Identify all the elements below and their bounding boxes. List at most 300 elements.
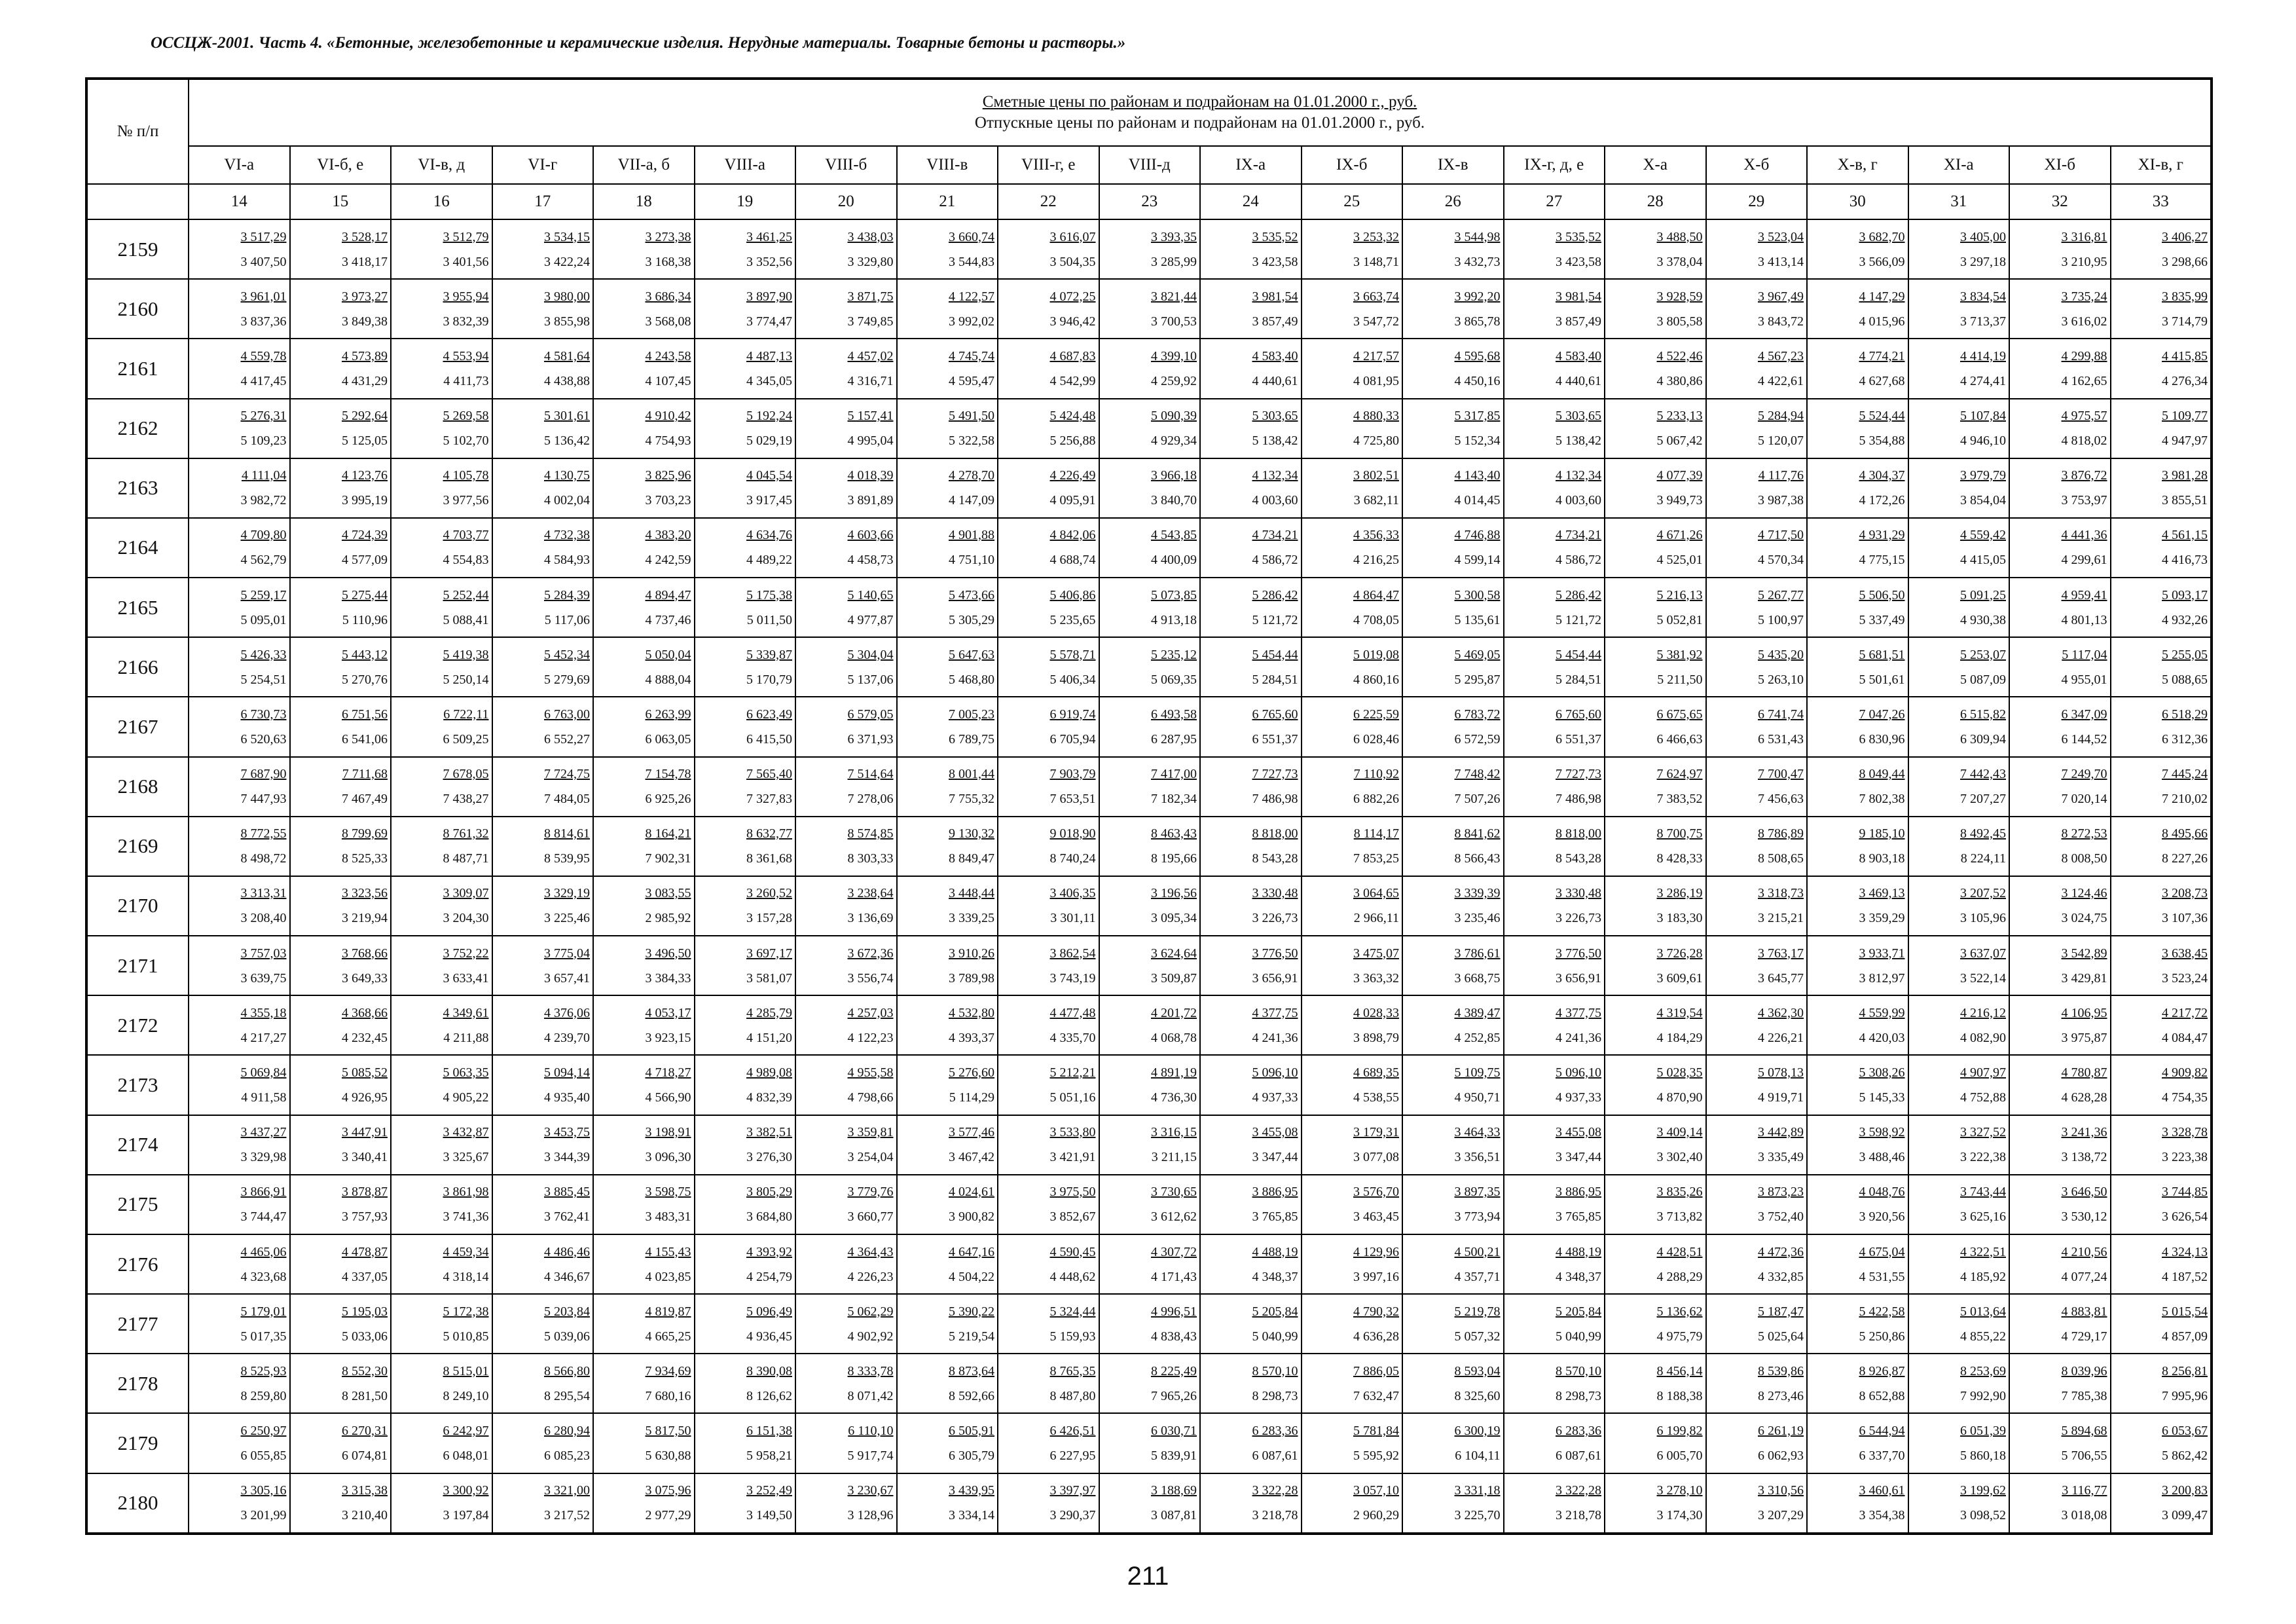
price-cell (1706, 757, 1808, 817)
estimate-price: 4 842,06 (1049, 528, 1096, 543)
estimate-price: 4 543,85 (1151, 528, 1197, 543)
price-cell (2111, 876, 2212, 936)
release-price: 4 725,80 (1353, 434, 1399, 449)
release-price: 3 107,36 (2162, 911, 2208, 926)
estimate-price: 4 226,49 (1049, 468, 1096, 483)
release-price: 3 334,14 (949, 1508, 994, 1523)
estimate-price: 3 672,36 (847, 946, 894, 961)
estimate-price: 4 595,68 (1454, 348, 1501, 363)
release-price: 6 287,95 (1151, 731, 1197, 747)
price-cell (795, 279, 897, 339)
region-header: IX-в (1402, 146, 1504, 184)
release-price: 3 087,81 (1151, 1508, 1197, 1523)
estimate-price: 3 660,74 (949, 229, 994, 244)
release-price: 5 279,69 (544, 672, 590, 687)
release-price: 5 117,06 (544, 612, 590, 627)
release-price: 4 870,90 (1656, 1090, 1703, 1105)
price-cell (998, 399, 1099, 458)
column-number: 27 (1504, 184, 1605, 219)
release-price: 6 531,43 (1758, 731, 1804, 747)
estimate-price: 3 464,33 (1454, 1125, 1501, 1140)
release-price: 8 903,18 (1859, 851, 1905, 866)
price-cell (695, 995, 796, 1055)
estimate-price: 4 377,75 (1556, 1005, 1601, 1020)
estimate-price: 4 687,83 (1049, 348, 1096, 363)
estimate-price: 3 331,18 (1454, 1483, 1501, 1498)
estimate-price: 4 457,02 (847, 348, 894, 363)
price-cell (897, 458, 998, 518)
release-price: 6 144,52 (2061, 731, 2107, 747)
release-price: 3 463,45 (1353, 1209, 1399, 1225)
price-cell (1302, 279, 1403, 339)
price-cell (1402, 339, 1504, 398)
release-price: 3 217,52 (544, 1508, 590, 1523)
estimate-price: 4 581,64 (544, 348, 590, 363)
release-price: 5 010,85 (443, 1329, 489, 1344)
row-number: 2163 (86, 458, 189, 518)
price-cell (290, 339, 392, 398)
price-cell (1302, 876, 1403, 936)
price-cell (2009, 637, 2111, 697)
estimate-price: 3 207,52 (1960, 886, 2006, 901)
price-cell (1807, 219, 1908, 279)
estimate-price: 7 445,24 (2162, 767, 2208, 782)
release-price: 8 539,95 (544, 851, 590, 866)
price-cell (189, 936, 290, 995)
price-cell (1504, 578, 1605, 637)
release-price: 3 765,85 (1252, 1209, 1298, 1225)
release-price: 5 322,58 (949, 434, 994, 449)
release-price: 8 652,88 (1859, 1388, 1905, 1403)
estimate-price: 5 175,38 (746, 587, 792, 602)
estimate-price: 4 299,88 (2061, 348, 2107, 363)
price-cell (897, 1234, 998, 1294)
estimate-price: 4 441,36 (2061, 528, 2107, 543)
price-cell (290, 1354, 392, 1413)
release-price: 5 088,41 (443, 612, 489, 627)
price-cell (391, 1354, 492, 1413)
price-cell (695, 339, 796, 398)
estimate-price: 6 919,74 (1049, 707, 1096, 722)
price-cell (1099, 1413, 1201, 1473)
price-cell (1706, 1413, 1808, 1473)
estimate-price: 3 876,72 (2061, 468, 2107, 483)
release-price: 7 992,90 (1960, 1388, 2006, 1403)
estimate-price: 8 495,66 (2162, 826, 2208, 841)
estimate-price: 5 187,47 (1758, 1304, 1804, 1319)
estimate-price: 6 242,97 (443, 1424, 489, 1439)
price-cell (1099, 1354, 1201, 1413)
column-number: 21 (897, 184, 998, 219)
row-number: 2173 (86, 1055, 189, 1115)
estimate-price: 3 886,95 (1556, 1185, 1601, 1200)
estimate-price: 5 426,33 (240, 647, 287, 662)
estimate-price: 8 761,32 (443, 826, 489, 841)
release-price: 3 987,38 (1758, 493, 1804, 508)
estimate-price: 6 151,38 (746, 1424, 792, 1439)
estimate-price: 3 776,50 (1252, 946, 1298, 961)
estimate-price: 4 583,40 (1252, 348, 1298, 363)
price-cell (1504, 817, 1605, 876)
release-price: 3 347,44 (1556, 1150, 1601, 1165)
release-price: 3 344,39 (544, 1150, 590, 1165)
release-price: 4 995,04 (847, 434, 894, 449)
estimate-price: 3 455,08 (1252, 1125, 1298, 1140)
caption-release-prices: Отпускные цены по районам и подрайонам на 01.01.2000 г., руб. (974, 114, 1425, 132)
release-price: 6 830,96 (1859, 731, 1905, 747)
price-cell (1605, 219, 1706, 279)
release-price: 8 126,62 (746, 1388, 792, 1403)
release-price: 3 753,97 (2061, 493, 2107, 508)
price-cell (795, 1294, 897, 1354)
release-price: 6 048,01 (443, 1449, 489, 1464)
release-price: 3 207,29 (1758, 1508, 1804, 1523)
estimate-price: 3 544,98 (1454, 229, 1501, 244)
estimate-price: 3 682,70 (1859, 229, 1905, 244)
estimate-price: 5 424,48 (1049, 409, 1096, 424)
release-price: 4 688,74 (1049, 553, 1096, 568)
estimate-price: 3 686,34 (645, 289, 691, 304)
row-number: 2175 (86, 1175, 189, 1234)
release-price: 3 668,75 (1454, 970, 1501, 986)
estimate-price: 4 959,41 (2061, 587, 2107, 602)
price-cell (1807, 279, 1908, 339)
estimate-price: 5 062,29 (847, 1304, 894, 1319)
estimate-price: 5 109,75 (1454, 1065, 1501, 1080)
release-price: 4 417,45 (240, 373, 287, 388)
estimate-price: 3 598,75 (645, 1185, 691, 1200)
price-cell (795, 399, 897, 458)
estimate-price: 8 570,10 (1252, 1363, 1298, 1378)
price-cell (998, 219, 1099, 279)
estimate-price: 5 422,58 (1859, 1304, 1905, 1319)
release-price: 3 544,83 (949, 254, 994, 269)
price-cell (1807, 1354, 1908, 1413)
estimate-price: 4 045,54 (746, 468, 792, 483)
price-cell (1099, 279, 1201, 339)
price-cell (998, 757, 1099, 817)
estimate-price: 6 579,05 (847, 707, 894, 722)
release-price: 6 305,79 (949, 1449, 994, 1464)
release-price: 5 406,34 (1049, 672, 1096, 687)
release-price: 3 855,51 (2162, 493, 2208, 508)
estimate-price: 8 926,87 (1859, 1363, 1905, 1378)
release-price: 3 339,25 (949, 911, 994, 926)
release-price: 4 211,88 (443, 1030, 489, 1045)
estimate-price: 5 252,44 (443, 587, 489, 602)
price-cell (1605, 1175, 1706, 1234)
estimate-price: 5 205,84 (1252, 1304, 1298, 1319)
release-price: 4 440,61 (1556, 373, 1601, 388)
price-cell (695, 637, 796, 697)
price-cell (1099, 219, 1201, 279)
price-cell (593, 876, 695, 936)
release-price: 3 765,85 (1556, 1209, 1601, 1225)
price-cell (290, 219, 392, 279)
release-price: 5 039,06 (544, 1329, 590, 1344)
release-price: 5 109,23 (240, 434, 287, 449)
table-row (86, 637, 2212, 697)
release-price: 3 421,91 (1049, 1150, 1096, 1165)
row-number: 2161 (86, 339, 189, 398)
release-price: 4 420,03 (1859, 1030, 1905, 1045)
release-price: 6 074,81 (342, 1449, 388, 1464)
estimate-price: 7 727,73 (1252, 767, 1298, 782)
release-price: 4 752,88 (1960, 1090, 2006, 1105)
release-price: 3 429,81 (2061, 970, 2107, 986)
release-price: 5 135,61 (1454, 612, 1501, 627)
price-cell (391, 578, 492, 637)
price-cell (1402, 1055, 1504, 1115)
release-price: 4 411,73 (443, 373, 489, 388)
estimate-price: 3 200,83 (2162, 1483, 2208, 1498)
estimate-price: 5 454,44 (1252, 647, 1298, 662)
estimate-price: 3 730,65 (1151, 1185, 1197, 1200)
price-cell (1807, 1413, 1908, 1473)
price-cell (1200, 936, 1302, 995)
estimate-price: 3 208,73 (2162, 886, 2208, 901)
price-cell (2111, 279, 2212, 339)
estimate-price: 4 155,43 (645, 1244, 691, 1259)
price-cell (1706, 279, 1808, 339)
price-cell (1099, 876, 1201, 936)
release-price: 3 900,82 (949, 1209, 994, 1225)
estimate-price: 6 765,60 (1556, 707, 1601, 722)
price-cell (897, 995, 998, 1055)
estimate-price: 7 442,43 (1960, 767, 2006, 782)
estimate-price: 4 675,04 (1859, 1244, 1905, 1259)
estimate-price: 3 735,24 (2061, 289, 2107, 304)
estimate-price: 3 405,00 (1960, 229, 2006, 244)
price-cell (1908, 637, 2010, 697)
release-price: 3 413,14 (1758, 254, 1804, 269)
estimate-price: 4 472,36 (1758, 1244, 1804, 1259)
release-price: 4 440,61 (1252, 373, 1298, 388)
region-header: X-в, г (1807, 146, 1908, 184)
price-cell (492, 458, 594, 518)
price-cell (1099, 1473, 1201, 1534)
release-price: 3 898,79 (1353, 1030, 1399, 1045)
release-price: 8 008,50 (2061, 851, 2107, 866)
price-cell (1504, 1175, 1605, 1234)
estimate-price: 3 966,18 (1151, 468, 1197, 483)
estimate-price: 4 377,75 (1252, 1005, 1298, 1020)
release-price: 6 087,61 (1556, 1449, 1601, 1464)
price-cell (1200, 995, 1302, 1055)
release-price: 6 055,85 (240, 1449, 287, 1464)
release-price: 3 329,98 (240, 1150, 287, 1165)
estimate-price: 3 897,90 (746, 289, 792, 304)
release-price: 6 085,23 (544, 1449, 590, 1464)
price-cell (1908, 876, 2010, 936)
estimate-price: 3 252,49 (746, 1483, 792, 1498)
estimate-price: 4 106,95 (2061, 1005, 2107, 1020)
column-number: 32 (2009, 184, 2111, 219)
price-cell (1908, 399, 2010, 458)
estimate-price: 6 110,10 (848, 1424, 894, 1439)
table-row (86, 518, 2212, 578)
release-price: 3 157,28 (746, 911, 792, 926)
price-cell (593, 219, 695, 279)
release-price: 6 520,63 (240, 731, 287, 747)
estimate-price: 4 500,21 (1454, 1244, 1501, 1259)
price-cell (1504, 1294, 1605, 1354)
release-price: 7 965,26 (1151, 1388, 1197, 1403)
release-price: 2 985,92 (645, 911, 691, 926)
price-cell (695, 1115, 796, 1175)
price-cell (391, 876, 492, 936)
estimate-price: 4 307,72 (1151, 1244, 1197, 1259)
price-cell (998, 458, 1099, 518)
price-cell (1908, 578, 2010, 637)
estimate-price: 3 871,75 (847, 289, 894, 304)
price-cell (593, 1473, 695, 1534)
table-head (86, 79, 2212, 219)
release-price: 4 955,01 (2061, 672, 2107, 687)
release-price: 3 609,61 (1656, 970, 1703, 986)
estimate-price: 3 313,31 (240, 886, 287, 901)
release-price: 7 680,16 (645, 1388, 691, 1403)
estimate-price: 3 862,54 (1049, 946, 1096, 961)
release-price: 5 121,72 (1252, 612, 1298, 627)
price-cell (492, 637, 594, 697)
release-price: 4 187,52 (2162, 1269, 2208, 1284)
price-cell (1402, 637, 1504, 697)
release-price: 3 225,70 (1454, 1508, 1501, 1523)
price-cell (795, 1234, 897, 1294)
estimate-price: 5 255,05 (2162, 647, 2208, 662)
estimate-price: 3 533,80 (1049, 1125, 1096, 1140)
release-price: 4 345,05 (746, 373, 792, 388)
release-price: 8 849,47 (949, 851, 994, 866)
estimate-price: 5 219,78 (1454, 1304, 1501, 1319)
estimate-price: 9 018,90 (1049, 826, 1096, 841)
column-number: 17 (492, 184, 594, 219)
release-price: 6 028,46 (1353, 731, 1399, 747)
estimate-price: 3 861,98 (443, 1185, 489, 1200)
release-price: 4 599,14 (1454, 553, 1501, 568)
price-cell (1200, 1175, 1302, 1234)
price-cell (391, 1175, 492, 1234)
estimate-price: 5 317,85 (1454, 409, 1501, 424)
price-cell (1807, 1115, 1908, 1175)
price-cell (1200, 219, 1302, 279)
price-cell (1504, 1115, 1605, 1175)
price-cell (391, 995, 492, 1055)
price-cell (897, 1294, 998, 1354)
estimate-price: 3 432,87 (443, 1125, 489, 1140)
price-cell (1402, 1473, 1504, 1534)
estimate-price: 8 525,93 (240, 1363, 287, 1378)
release-price: 5 138,42 (1252, 434, 1298, 449)
price-cell (492, 1473, 594, 1534)
estimate-price: 3 309,07 (443, 886, 489, 901)
estimate-price: 3 230,67 (847, 1483, 894, 1498)
price-cell (695, 817, 796, 876)
release-price: 5 052,81 (1656, 612, 1703, 627)
estimate-price: 3 329,19 (544, 886, 590, 901)
price-cell (290, 1473, 392, 1534)
release-price: 5 095,01 (240, 612, 287, 627)
estimate-price: 9 130,32 (949, 826, 994, 841)
price-cell (897, 1115, 998, 1175)
estimate-price: 3 534,15 (544, 229, 590, 244)
release-price: 3 254,04 (847, 1150, 894, 1165)
release-price: 3 210,40 (342, 1508, 388, 1523)
price-cell (2009, 1175, 2111, 1234)
release-price: 3 762,41 (544, 1209, 590, 1225)
price-cell (1302, 697, 1403, 756)
release-price: 3 467,42 (949, 1150, 994, 1165)
estimate-price: 3 897,35 (1454, 1185, 1501, 1200)
release-price: 4 489,22 (746, 553, 792, 568)
price-cell (897, 399, 998, 458)
release-price: 4 818,02 (2061, 434, 2107, 449)
table-caption (189, 79, 2212, 146)
estimate-price: 3 359,81 (847, 1125, 894, 1140)
price-cell (998, 1115, 1099, 1175)
release-price: 4 357,71 (1454, 1269, 1501, 1284)
estimate-price: 5 203,84 (544, 1304, 590, 1319)
estimate-price: 4 210,56 (2061, 1244, 2107, 1259)
estimate-price: 4 415,85 (2162, 348, 2208, 363)
release-price: 4 232,45 (342, 1030, 388, 1045)
release-price: 4 577,09 (342, 553, 388, 568)
price-cell (1908, 219, 2010, 279)
release-price: 6 509,25 (443, 731, 489, 747)
release-price: 3 982,72 (240, 493, 287, 508)
price-cell (1200, 399, 1302, 458)
release-price: 3 218,78 (1556, 1508, 1601, 1523)
price-cell (1605, 1473, 1706, 1534)
price-cell (1302, 518, 1403, 578)
release-price: 3 660,77 (847, 1209, 894, 1225)
price-cell (189, 817, 290, 876)
estimate-price: 4 718,27 (645, 1065, 691, 1080)
region-header-row (86, 146, 2212, 184)
release-price: 4 107,45 (645, 373, 691, 388)
estimate-price: 5 096,10 (1556, 1065, 1601, 1080)
release-price: 4 184,29 (1656, 1030, 1703, 1045)
price-cell (290, 637, 392, 697)
estimate-price: 5 253,07 (1960, 647, 2006, 662)
estimate-price: 6 250,97 (240, 1424, 287, 1439)
price-cell (2009, 1234, 2111, 1294)
price-cell (897, 757, 998, 817)
estimate-price: 4 724,39 (342, 528, 388, 543)
price-cell (1302, 1294, 1403, 1354)
estimate-price: 5 085,52 (342, 1065, 388, 1080)
estimate-price: 3 305,16 (240, 1483, 287, 1498)
estimate-price: 3 438,03 (847, 229, 894, 244)
release-price: 4 636,28 (1353, 1329, 1399, 1344)
price-cell (290, 578, 392, 637)
table-row (86, 1055, 2212, 1115)
estimate-price: 3 315,38 (342, 1483, 388, 1498)
price-cell (1099, 1115, 1201, 1175)
estimate-price: 3 775,04 (544, 946, 590, 961)
estimate-price: 3 330,48 (1252, 886, 1298, 901)
table-row (86, 1175, 2212, 1234)
estimate-price: 5 276,60 (949, 1065, 994, 1080)
price-cell (1706, 876, 1808, 936)
estimate-price: 5 019,08 (1353, 647, 1399, 662)
row-number-header: № п/п (86, 79, 189, 184)
estimate-price: 4 130,75 (544, 468, 590, 483)
price-cell (1908, 936, 2010, 995)
estimate-price: 3 382,51 (746, 1125, 792, 1140)
price-cell (391, 1473, 492, 1534)
